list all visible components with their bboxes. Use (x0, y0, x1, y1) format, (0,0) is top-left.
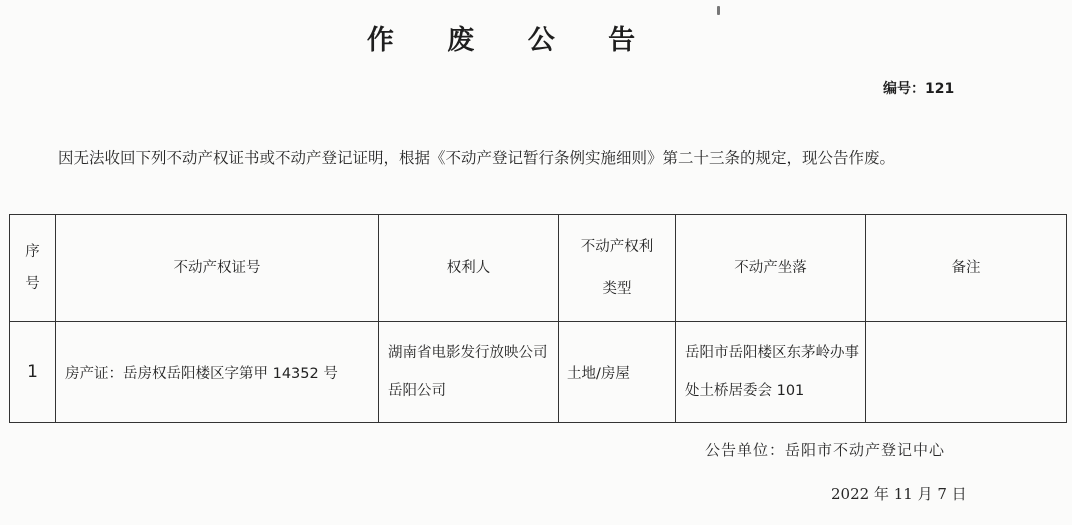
header-seq-line1: 序 (25, 244, 40, 260)
row-holder-line2: 岳阳公司 (388, 383, 446, 399)
notice-statement: 因无法收回下列不动产权证书或不动产登记证明，根据《不动产登记暂行条例实施细则》第二十三条的规定，现公告作废。 (58, 149, 896, 167)
notice-number: 编号：121 (883, 81, 955, 97)
row-holder-line1: 湖南省电影发行放映公司 (388, 345, 548, 361)
row-location-line2: 处土桥居委会 101 (685, 383, 805, 399)
scan-speck (717, 6, 720, 15)
table-header-row (10, 215, 1067, 322)
row-location-line1: 岳阳市岳阳楼区东茅岭办事 (685, 345, 859, 361)
header-type-line1: 不动产权利 (580, 239, 654, 255)
table-row (10, 322, 1067, 423)
header-seq-line2: 号 (25, 276, 40, 292)
notice-title: 作 废 公 告 (366, 25, 658, 56)
row-remarks (866, 322, 1067, 423)
row-cert-no: 房产证：岳房权岳阳楼区字第甲 14352 号 (56, 322, 379, 423)
row-holder (379, 322, 559, 423)
row-location (676, 322, 866, 423)
issuer-unit: 公告单位：岳阳市不动产登记中心 (705, 441, 946, 459)
header-holder: 权利人 (379, 215, 559, 322)
header-cert-no: 不动产权证号 (56, 215, 379, 322)
issue-date: 2022 年 11 月 7 日 (831, 485, 967, 503)
header-type-line2: 类型 (602, 281, 632, 297)
row-seq: 1 (10, 322, 56, 423)
row-type: 土地/房屋 (559, 322, 676, 423)
header-seq (10, 215, 56, 322)
voided-certificates-table (9, 214, 1067, 423)
header-type (559, 215, 676, 322)
header-location: 不动产坐落 (676, 215, 866, 322)
header-remarks: 备注 (866, 215, 1067, 322)
